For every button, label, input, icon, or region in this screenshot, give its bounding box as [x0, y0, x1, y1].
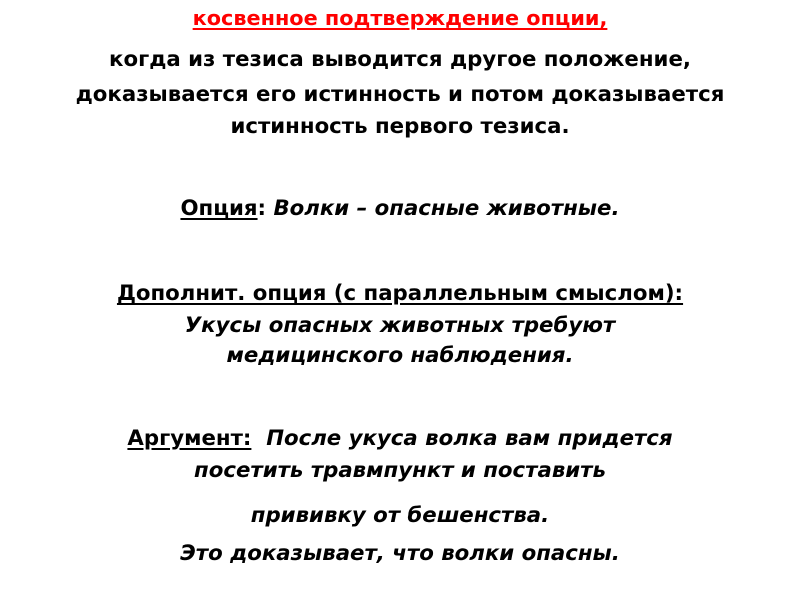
- slide-title: косвенное подтверждение опции,: [192, 6, 608, 30]
- option-line: [0, 198, 800, 219]
- extra-option-label: Дополнит. опция (с параллельным смыслом):: [116, 281, 684, 306]
- intro-line-2: доказывается его истинность и потом доказывается: [75, 82, 725, 107]
- argument-line-4: Это доказывает, что волки опасны.: [180, 541, 620, 566]
- extra-option-line-2: медицинского наблюдения.: [226, 343, 574, 368]
- intro-line-3: истинность первого тезиса.: [230, 114, 570, 139]
- argument-label: Аргумент:: [127, 426, 252, 451]
- intro-line-1: когда из тезиса выводится другое положение,: [109, 47, 691, 72]
- extra-option-line-1: Укусы опасных животных требуют: [184, 313, 616, 338]
- argument-text-1: После укуса волка вам придется: [266, 426, 673, 451]
- option-label: Опция: [180, 196, 258, 221]
- option-colon: :: [257, 196, 267, 221]
- option-text: Волки – опасные животные.: [273, 196, 620, 221]
- argument-line-1: [0, 428, 800, 449]
- argument-line-3: прививку от бешенства.: [250, 503, 550, 528]
- argument-line-2: посетить травмпункт и поставить: [194, 458, 606, 483]
